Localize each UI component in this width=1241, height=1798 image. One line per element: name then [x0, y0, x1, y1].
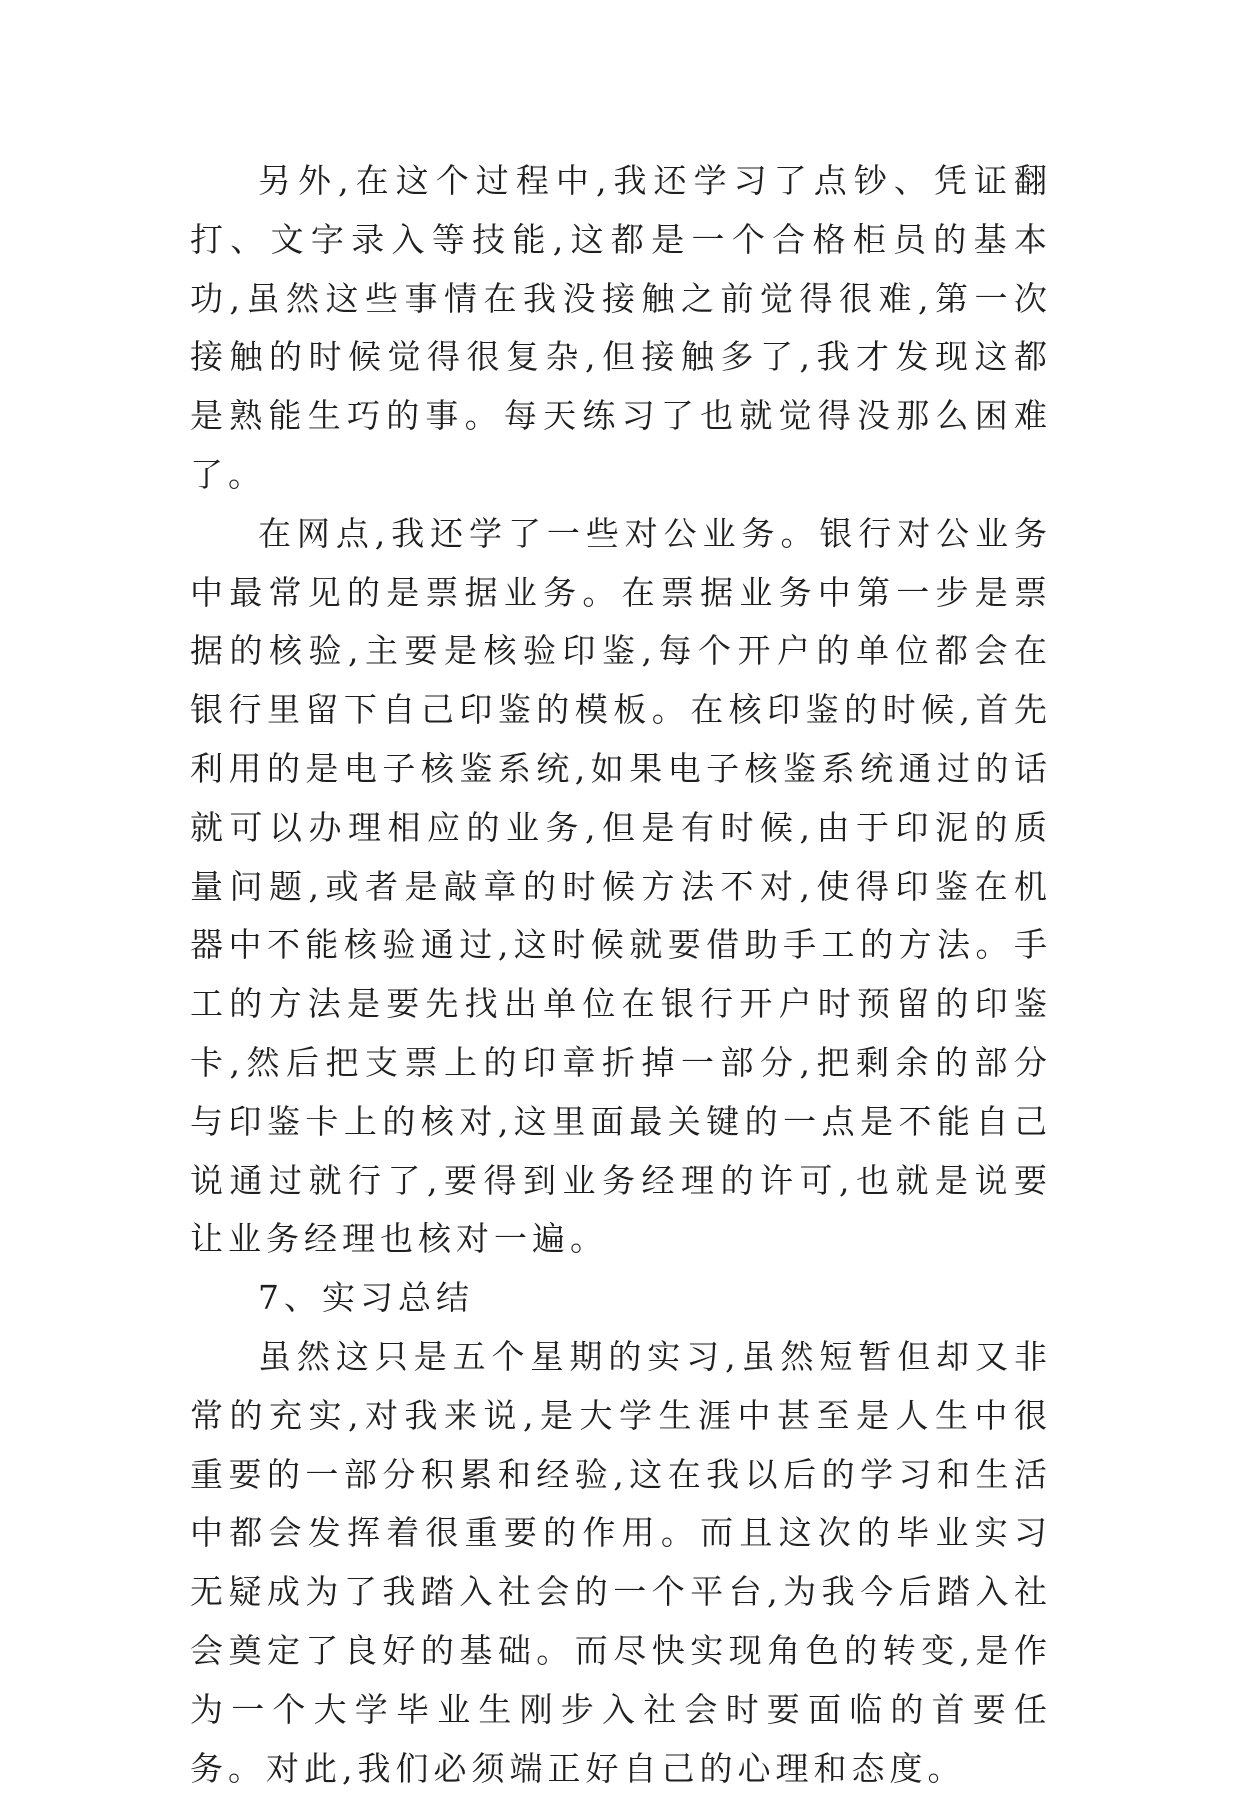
- paragraph-skills: 另外,在这个过程中,我还学习了点钞、凭证翻打、文字录入等技能,这都是一个合格柜员的基本功,虽然这些事情在我没接触之前觉得很难,第一次接触的时候觉得很复杂,但接触多了,我才发现这都是熟能生巧的事。每天练习了也就觉得没那么困难了。: [190, 161, 1052, 494]
- document-body: [190, 152, 1052, 1798]
- paragraph-corporate-business: 在网点,我还学了一些对公业务。银行对公业务中最常见的是票据业务。在票据业务中第一步是票据的核验,主要是核验印鉴,每个开户的单位都会在银行里留下自己印鉴的模板。在核印鉴的时候,首先利用的是电子核鉴系统,如果电子核鉴系统通过的话就可以办理相应的业务,但是有时候,由于印泥的质量问题,或者是敲章的时候方法不对,使得印鉴在机器中不能核验通过,这时候就要借助手工的方法。手工的方法是要先找出单位在银行开户时预留的印鉴卡,然后把支票上的印章折掉一部分,把剩余的部分与印鉴卡上的核对,这里面最关键的一点是不能自己说通过就行了,要得到业务经理的许可,也就是说要让业务经理也核对一遍。: [190, 513, 1052, 1259]
- section-heading-internship-summary: 7、实习总结: [258, 1278, 474, 1318]
- paragraph-summary: 虽然这只是五个星期的实习,虽然短暂但却又非常的充实,对我来说,是大学生涯中甚至是人生中很重要的一部分积累和经验,这在我以后的学习和生活中都会发挥着很重要的作用。而且这次的毕业实习无疑成为了我踏入社会的一个平台,为我今后踏入社会奠定了良好的基础。而尽快实现角色的转变,是作为一个大学毕业生刚步入社会时要面临的首要任务。对此,我们必须端正好自己的心理和态度。: [190, 1336, 1052, 1788]
